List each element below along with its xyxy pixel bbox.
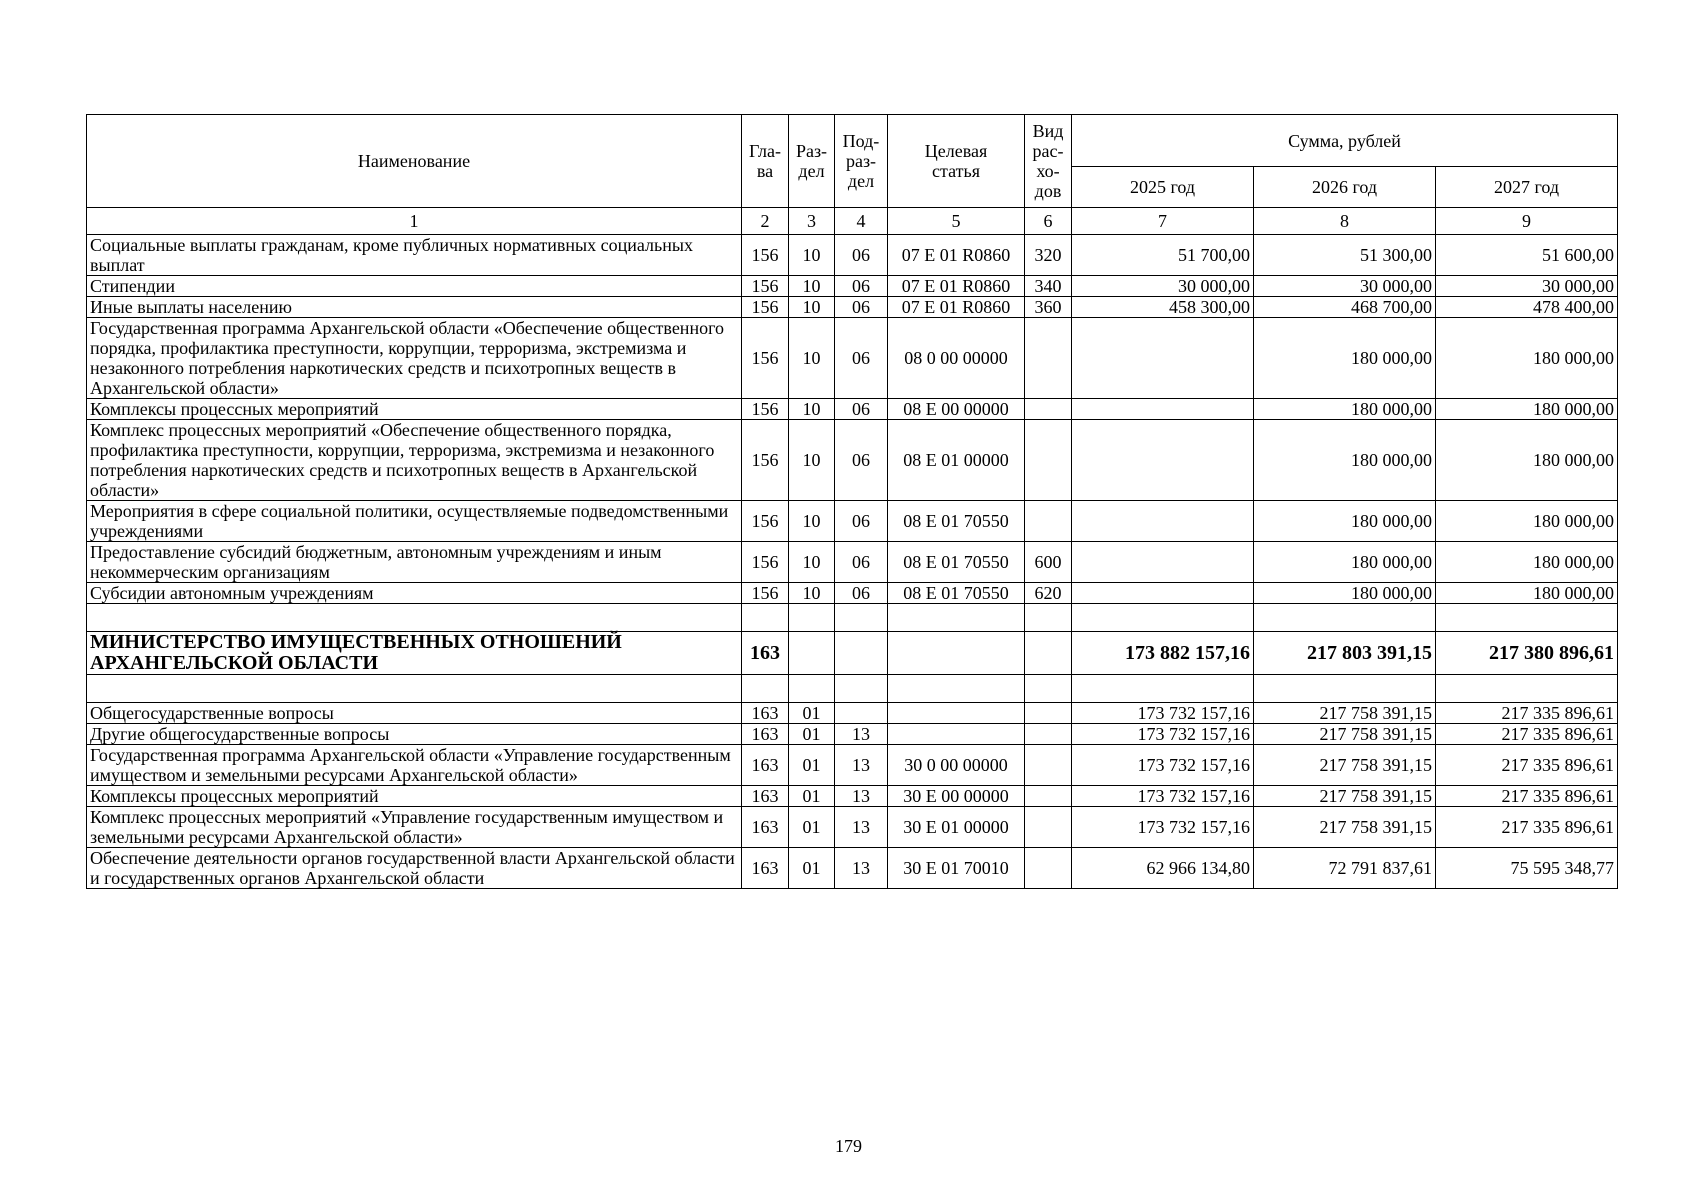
row-amount-2026: 180 000,00 [1254, 501, 1436, 542]
row-amount-2027: 180 000,00 [1436, 501, 1618, 542]
table-row [87, 501, 1618, 542]
column-number: 1 [87, 208, 742, 235]
row-razdel [789, 632, 835, 675]
header-podrazdel: Под- раз- дел [835, 115, 888, 208]
row-amount-2027: 51 600,00 [1436, 235, 1618, 276]
row-tselevaya: 08 Е 01 70550 [888, 542, 1025, 583]
row-vid: 620 [1025, 583, 1072, 604]
table-row [87, 235, 1618, 276]
row-name: Социальные выплаты гражданам, кроме публичных нормативных социальных выплат [87, 235, 742, 276]
row-razdel: 01 [789, 703, 835, 724]
row-amount-2025: 173 732 157,16 [1072, 703, 1254, 724]
row-glava: 163 [742, 724, 789, 745]
row-razdel: 01 [789, 745, 835, 786]
row-name: Комплексы процессных мероприятий [87, 786, 742, 807]
row-tselevaya: 08 Е 01 70550 [888, 583, 1025, 604]
table-row [87, 632, 1618, 675]
row-amount-2025 [1072, 501, 1254, 542]
row-glava: 156 [742, 420, 789, 501]
row-podrazdel: 06 [835, 399, 888, 420]
row-vid [1025, 632, 1072, 675]
row-amount-2025 [1072, 583, 1254, 604]
row-name: Предоставление субсидий бюджетным, автономным учреждениям и иным некоммерческим организациям [87, 542, 742, 583]
row-razdel: 10 [789, 235, 835, 276]
row-vid [1025, 745, 1072, 786]
row-amount-2025 [1072, 399, 1254, 420]
row-vid: 340 [1025, 276, 1072, 297]
header-2026: 2026 год [1254, 167, 1436, 208]
row-vid [1025, 675, 1072, 703]
table-row [87, 786, 1618, 807]
row-amount-2025: 173 732 157,16 [1072, 807, 1254, 848]
row-vid [1025, 420, 1072, 501]
row-amount-2025 [1072, 542, 1254, 583]
row-tselevaya [888, 724, 1025, 745]
row-amount-2027: 180 000,00 [1436, 399, 1618, 420]
row-amount-2027: 217 335 896,61 [1436, 724, 1618, 745]
row-amount-2025: 173 732 157,16 [1072, 786, 1254, 807]
row-amount-2025 [1072, 604, 1254, 632]
row-name: Субсидии автономным учреждениям [87, 583, 742, 604]
row-tselevaya [888, 703, 1025, 724]
row-amount-2025: 173 732 157,16 [1072, 745, 1254, 786]
row-amount-2026: 217 803 391,15 [1254, 632, 1436, 675]
row-amount-2026: 180 000,00 [1254, 542, 1436, 583]
row-glava: 163 [742, 632, 789, 675]
blank-row [87, 675, 1618, 703]
row-razdel: 10 [789, 420, 835, 501]
row-podrazdel: 06 [835, 297, 888, 318]
row-amount-2026: 180 000,00 [1254, 318, 1436, 399]
row-vid [1025, 604, 1072, 632]
row-razdel: 01 [789, 807, 835, 848]
table-row [87, 848, 1618, 889]
row-glava: 163 [742, 807, 789, 848]
row-vid [1025, 501, 1072, 542]
row-name [87, 675, 742, 703]
column-number: 2 [742, 208, 789, 235]
header-vid: Вид рас- хо- дов [1025, 115, 1072, 208]
row-glava: 156 [742, 235, 789, 276]
row-tselevaya: 07 Е 01 R0860 [888, 235, 1025, 276]
row-amount-2026 [1254, 675, 1436, 703]
row-podrazdel: 06 [835, 235, 888, 276]
header-2025: 2025 год [1072, 167, 1254, 208]
header-tselevaya: Целевая статья [888, 115, 1025, 208]
row-razdel: 10 [789, 583, 835, 604]
row-name: Общегосударственные вопросы [87, 703, 742, 724]
row-podrazdel: 13 [835, 807, 888, 848]
row-amount-2027: 180 000,00 [1436, 318, 1618, 399]
row-podrazdel: 13 [835, 848, 888, 889]
page-number: 179 [835, 1136, 862, 1156]
row-amount-2027: 217 380 896,61 [1436, 632, 1618, 675]
row-glava: 156 [742, 501, 789, 542]
row-vid [1025, 848, 1072, 889]
row-tselevaya: 30 0 00 00000 [888, 745, 1025, 786]
row-amount-2026: 468 700,00 [1254, 297, 1436, 318]
header-row [87, 115, 1618, 167]
row-name: Комплекс процессных мероприятий «Управление государственным имуществом и земельными ресурсами Архангельской области» [87, 807, 742, 848]
row-podrazdel: 13 [835, 724, 888, 745]
column-number: 7 [1072, 208, 1254, 235]
row-name: Комплекс процессных мероприятий «Обеспечение общественного порядка, профилактика преступности, коррупции, терроризма, экстремизма и незаконного потребления наркотических средств и психотропных веществ в Архангельской области» [87, 420, 742, 501]
row-razdel: 10 [789, 542, 835, 583]
row-amount-2026: 217 758 391,15 [1254, 703, 1436, 724]
column-number: 9 [1436, 208, 1618, 235]
row-amount-2025: 173 732 157,16 [1072, 724, 1254, 745]
row-razdel: 10 [789, 501, 835, 542]
row-vid: 600 [1025, 542, 1072, 583]
row-amount-2026: 180 000,00 [1254, 420, 1436, 501]
row-glava: 163 [742, 745, 789, 786]
row-amount-2027: 217 335 896,61 [1436, 703, 1618, 724]
row-name: Государственная программа Архангельской области «Управление государственным имуществом и земельными ресурсами Архангельской области» [87, 745, 742, 786]
table-row [87, 276, 1618, 297]
row-razdel: 01 [789, 786, 835, 807]
row-tselevaya: 30 Е 01 00000 [888, 807, 1025, 848]
row-glava: 156 [742, 542, 789, 583]
row-amount-2026: 217 758 391,15 [1254, 786, 1436, 807]
row-amount-2026: 72 791 837,61 [1254, 848, 1436, 889]
table-row [87, 318, 1618, 399]
column-number-row [87, 208, 1618, 235]
column-number: 4 [835, 208, 888, 235]
row-amount-2027: 478 400,00 [1436, 297, 1618, 318]
column-number: 6 [1025, 208, 1072, 235]
row-podrazdel: 13 [835, 786, 888, 807]
column-number: 8 [1254, 208, 1436, 235]
row-amount-2026: 217 758 391,15 [1254, 724, 1436, 745]
blank-row [87, 604, 1618, 632]
row-amount-2026: 217 758 391,15 [1254, 807, 1436, 848]
row-amount-2027: 180 000,00 [1436, 583, 1618, 604]
table-row [87, 297, 1618, 318]
row-tselevaya: 07 Е 01 R0860 [888, 297, 1025, 318]
row-glava: 163 [742, 848, 789, 889]
row-glava: 156 [742, 318, 789, 399]
table-row [87, 399, 1618, 420]
row-podrazdel [835, 675, 888, 703]
table-row [87, 420, 1618, 501]
row-amount-2026: 30 000,00 [1254, 276, 1436, 297]
row-glava: 163 [742, 703, 789, 724]
row-amount-2025 [1072, 318, 1254, 399]
row-podrazdel: 06 [835, 276, 888, 297]
table-row [87, 724, 1618, 745]
row-tselevaya [888, 604, 1025, 632]
row-amount-2027 [1436, 604, 1618, 632]
row-glava: 163 [742, 786, 789, 807]
row-name: Другие общегосударственные вопросы [87, 724, 742, 745]
row-razdel: 01 [789, 724, 835, 745]
row-tselevaya: 08 Е 00 00000 [888, 399, 1025, 420]
table-row [87, 703, 1618, 724]
row-amount-2027: 217 335 896,61 [1436, 786, 1618, 807]
row-name: Иные выплаты населению [87, 297, 742, 318]
row-podrazdel [835, 604, 888, 632]
row-amount-2025: 30 000,00 [1072, 276, 1254, 297]
table-body [87, 235, 1618, 889]
row-amount-2027: 180 000,00 [1436, 420, 1618, 501]
row-glava: 156 [742, 276, 789, 297]
row-tselevaya: 07 Е 01 R0860 [888, 276, 1025, 297]
row-amount-2025 [1072, 420, 1254, 501]
row-amount-2026: 51 300,00 [1254, 235, 1436, 276]
row-amount-2027: 30 000,00 [1436, 276, 1618, 297]
row-amount-2025: 173 882 157,16 [1072, 632, 1254, 675]
table-row [87, 807, 1618, 848]
row-amount-2027: 180 000,00 [1436, 542, 1618, 583]
row-glava: 156 [742, 297, 789, 318]
row-name: Обеспечение деятельности органов государственной власти Архангельской области и государственных органов Архангельской области [87, 848, 742, 889]
table-row [87, 745, 1618, 786]
row-vid: 360 [1025, 297, 1072, 318]
row-amount-2027 [1436, 675, 1618, 703]
row-name: Комплексы процессных мероприятий [87, 399, 742, 420]
row-vid [1025, 807, 1072, 848]
row-glava [742, 604, 789, 632]
row-glava: 156 [742, 399, 789, 420]
row-amount-2026: 180 000,00 [1254, 583, 1436, 604]
row-amount-2026: 217 758 391,15 [1254, 745, 1436, 786]
column-number: 5 [888, 208, 1025, 235]
table-row [87, 542, 1618, 583]
row-tselevaya [888, 675, 1025, 703]
row-amount-2027: 217 335 896,61 [1436, 807, 1618, 848]
column-number: 3 [789, 208, 835, 235]
header-summa: Сумма, рублей [1072, 115, 1618, 167]
row-amount-2025: 62 966 134,80 [1072, 848, 1254, 889]
row-name [87, 604, 742, 632]
table-row [87, 583, 1618, 604]
row-tselevaya: 08 Е 01 00000 [888, 420, 1025, 501]
header-glava: Гла- ва [742, 115, 789, 208]
row-tselevaya [888, 632, 1025, 675]
row-podrazdel: 06 [835, 501, 888, 542]
row-razdel: 01 [789, 848, 835, 889]
header-razdel: Раз- дел [789, 115, 835, 208]
row-amount-2025 [1072, 675, 1254, 703]
row-vid [1025, 318, 1072, 399]
row-podrazdel [835, 703, 888, 724]
row-amount-2027: 217 335 896,61 [1436, 745, 1618, 786]
row-vid [1025, 724, 1072, 745]
row-name: Стипендии [87, 276, 742, 297]
row-podrazdel [835, 632, 888, 675]
row-podrazdel: 06 [835, 542, 888, 583]
row-razdel [789, 604, 835, 632]
row-razdel [789, 675, 835, 703]
row-podrazdel: 06 [835, 583, 888, 604]
row-name: МИНИСТЕРСТВО ИМУЩЕСТВЕННЫХ ОТНОШЕНИЙ АРХАНГЕЛЬСКОЙ ОБЛАСТИ [87, 632, 742, 675]
header-2027: 2027 год [1436, 167, 1618, 208]
row-glava [742, 675, 789, 703]
row-podrazdel: 13 [835, 745, 888, 786]
row-podrazdel: 06 [835, 420, 888, 501]
row-razdel: 10 [789, 318, 835, 399]
row-vid [1025, 786, 1072, 807]
row-razdel: 10 [789, 399, 835, 420]
row-amount-2025: 458 300,00 [1072, 297, 1254, 318]
row-razdel: 10 [789, 297, 835, 318]
header-name: Наименование [87, 115, 742, 208]
row-amount-2025: 51 700,00 [1072, 235, 1254, 276]
row-podrazdel: 06 [835, 318, 888, 399]
row-tselevaya: 30 Е 00 00000 [888, 786, 1025, 807]
row-vid: 320 [1025, 235, 1072, 276]
row-tselevaya: 30 Е 01 70010 [888, 848, 1025, 889]
row-amount-2027: 75 595 348,77 [1436, 848, 1618, 889]
budget-table [86, 114, 1618, 889]
row-vid [1025, 399, 1072, 420]
row-glava: 156 [742, 583, 789, 604]
row-name: Государственная программа Архангельской области «Обеспечение общественного порядка, профилактика преступности, коррупции, терроризма, экстремизма и незаконного потребления наркотических средств и психотропных веществ в Архангельской области» [87, 318, 742, 399]
row-amount-2026 [1254, 604, 1436, 632]
row-tselevaya: 08 0 00 00000 [888, 318, 1025, 399]
row-razdel: 10 [789, 276, 835, 297]
row-name: Мероприятия в сфере социальной политики, осуществляемые подведомственными учреждениями [87, 501, 742, 542]
row-tselevaya: 08 Е 01 70550 [888, 501, 1025, 542]
row-vid [1025, 703, 1072, 724]
row-amount-2026: 180 000,00 [1254, 399, 1436, 420]
